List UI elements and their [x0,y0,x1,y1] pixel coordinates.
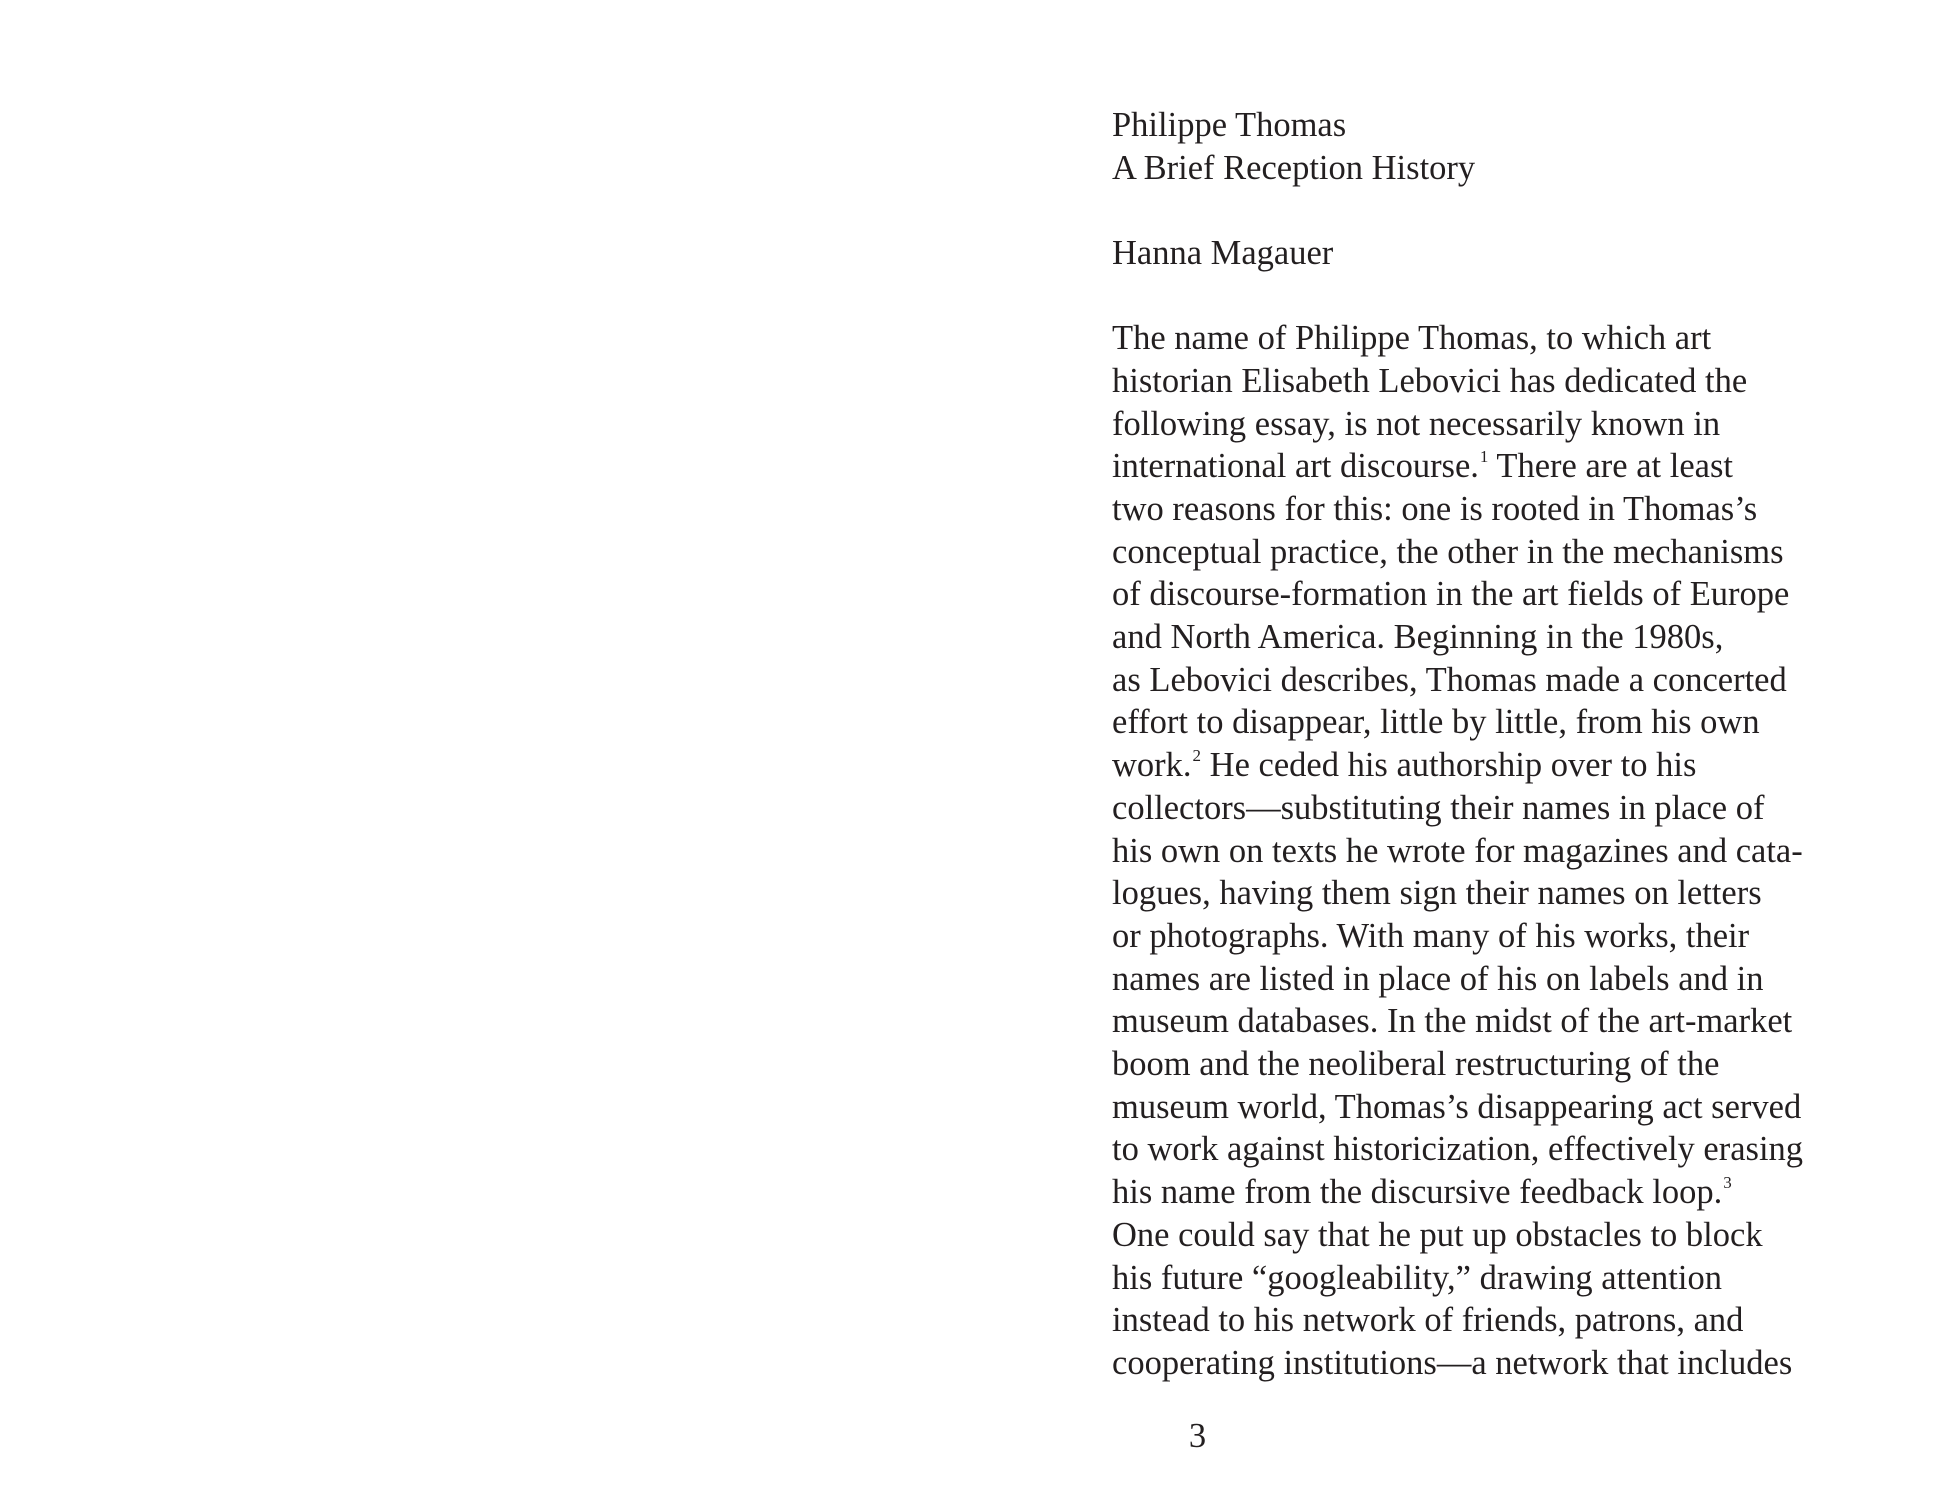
footnote-marker: 3 [1723,1173,1732,1193]
body-line: as Lebovici describes, Thomas made a concerted [1112,660,1787,699]
body-line: of discourse-formation in the art fields of Europe [1112,575,1790,614]
left-page-blank [0,0,970,1500]
body-line: following essay, is not necessarily known in [1112,404,1721,443]
page-number-text: 3 [1188,1417,1207,1455]
page-number [970,1415,1941,1457]
body-line: instead to his network of friends, patrons, and [1112,1301,1744,1340]
footnote-marker: 2 [1192,746,1202,766]
body-line [1112,445,1892,488]
body-line: to work against historicization, effectively erasing [1112,1130,1804,1169]
body-line: historian Elisabeth Lebovici has dedicated the [1112,361,1748,400]
body-line: effort to disappear, little by little, from his own [1112,703,1760,742]
body-line-text: work. [1112,746,1192,785]
body-line: collectors—substituting their names in place of [1112,788,1765,827]
body-line: logues, having them sign their names on letters [1112,874,1762,913]
body-line [1112,1171,1892,1214]
essay-title-line-2: A Brief Reception History [1112,148,1476,187]
footnote-marker: 1 [1479,447,1489,467]
body-line-text: his name from the discursive feedback loop. [1112,1173,1723,1212]
body-line [1112,744,1892,787]
body-line-text: international art discourse. [1112,447,1479,486]
body-line-text: He ceded his authorship over to his [1201,746,1697,785]
body-line: and North America. Beginning in the 1980s, [1112,618,1724,657]
essay-author: Hanna Magauer [1112,234,1334,273]
body-line: The name of Philippe Thomas, to which art [1112,319,1712,358]
right-page [970,0,1941,1500]
body-line: cooperating institutions—a network that includes [1112,1343,1793,1382]
body-line: his own on texts he wrote for magazines and cata- [1112,831,1803,870]
body-line-text: There are at least [1488,447,1733,486]
essay-text-block [1112,104,1892,1385]
body-line: or photographs. With many of his works, their [1112,916,1750,955]
body-line: two reasons for this: one is rooted in Thomas’s [1112,489,1758,528]
body-line: One could say that he put up obstacles to block [1112,1215,1763,1254]
body-line: his future “googleability,” drawing attention [1112,1258,1722,1297]
body-line: names are listed in place of his on labels and in [1112,959,1764,998]
body-line: museum databases. In the midst of the art-market [1112,1002,1793,1041]
body-line: museum world, Thomas’s disappearing act served [1112,1087,1802,1126]
body-line: boom and the neoliberal restructuring of the [1112,1045,1720,1084]
essay-title-line-1: Philippe Thomas [1112,106,1347,144]
body-line: conceptual practice, the other in the mechanisms [1112,532,1784,571]
essay-body [1112,317,1892,1385]
